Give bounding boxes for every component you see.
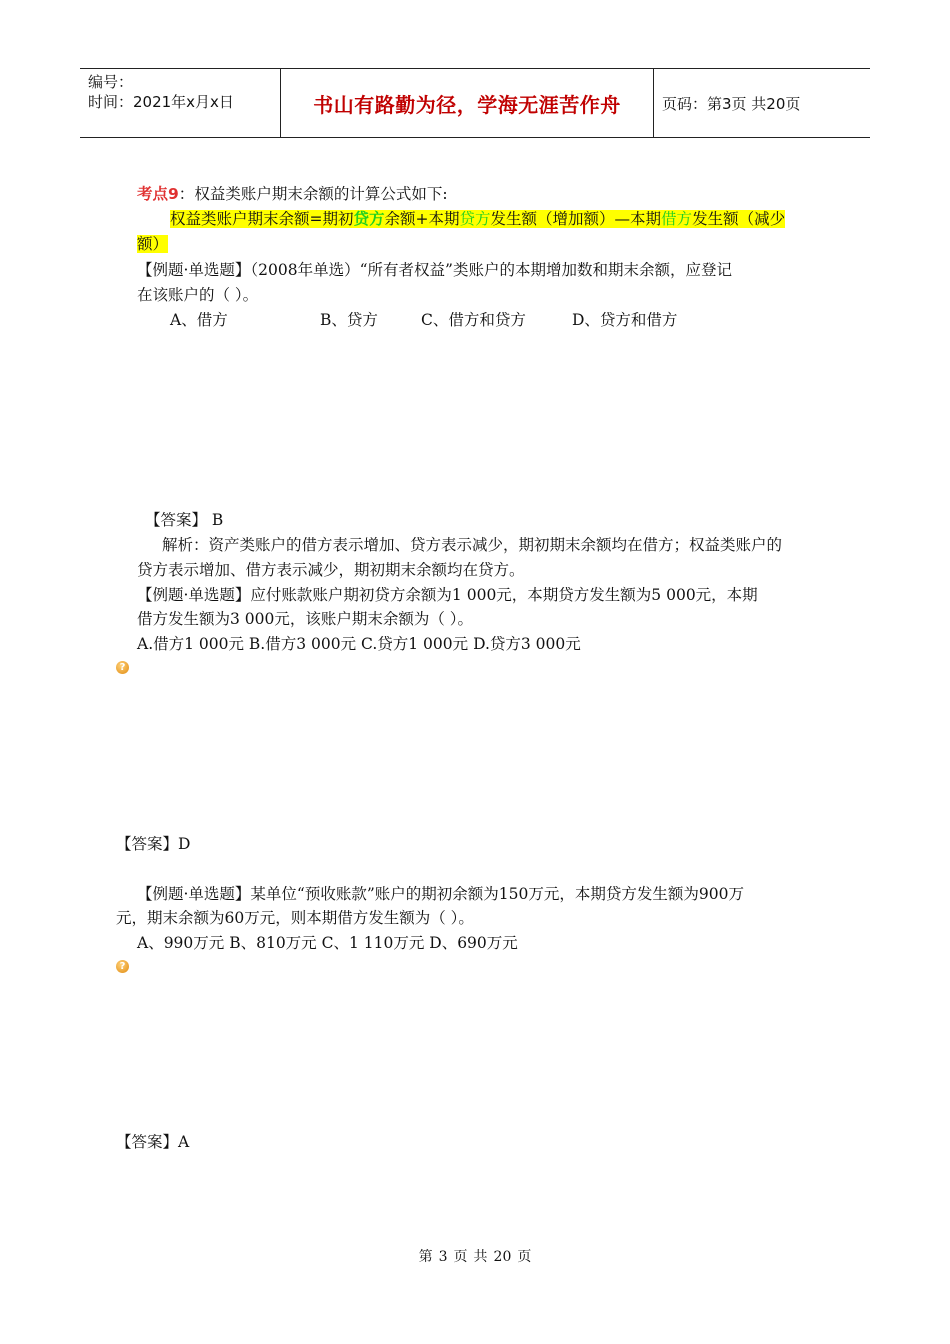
formula-credit-2: 贷方 <box>459 210 491 228</box>
q1-option-a: A、借方 <box>170 311 228 329</box>
q2-answer: 【答案】D <box>116 835 191 853</box>
footer-word: 页 <box>453 1249 468 1265</box>
point9-colon: ： <box>178 185 195 203</box>
q1-line-1: 【例题·单选题】（2008年单选）“所有者权益”类账户的本期增加数和期末余额，应登记 <box>137 261 732 279</box>
header-meta <box>80 69 281 137</box>
q3-line-1: 【例题·单选题】某单位“预收账款”账户的期初余额为150万元，本期贷方发生额为900万 <box>137 885 744 903</box>
q1-line-2: 在该账户的（ ）。 <box>137 286 259 304</box>
point9-heading <box>137 182 448 206</box>
footer-page-number: 3 <box>438 1249 448 1265</box>
formula-part-2: 余额+本期 <box>384 210 460 228</box>
formula-part-3: 发生额（增加额）—本期 <box>490 210 662 228</box>
help-icon[interactable]: ? <box>116 960 129 973</box>
q2-line-1: 【例题·单选题】应付账款账户期初贷方余额为1 000元，本期贷方发生额为5 000元，本期 <box>137 586 758 604</box>
page-header <box>80 68 870 138</box>
doc-number-label: 编号： <box>88 73 134 91</box>
q3-options: A、990万元 B、810万元 C、1 110万元 D、690万元 <box>137 934 518 952</box>
formula-part-4: 发生额（减少 <box>692 210 786 228</box>
q2-options: A.借方1 000元 B.借方3 000元 C.贷方1 000元 D.贷方3 000元 <box>137 635 581 653</box>
point9-text: 权益类账户期末余额的计算公式如下: <box>194 185 448 203</box>
q1-option-c: C、借方和贷方 <box>421 311 526 329</box>
page-footer <box>0 1246 950 1266</box>
formula-debit: 借方 <box>661 210 693 228</box>
formula-line-2 <box>137 232 168 256</box>
doc-time-label: 时间：2021年x月x日 <box>88 93 234 111</box>
q1-option-d: D、贷方和借方 <box>572 311 678 329</box>
q1-answer: 【答案】 B <box>145 511 224 529</box>
q3-answer: 【答案】A <box>116 1133 190 1151</box>
q2-line-2: 借方发生额为3 000元，该账户期末余额为（ ）。 <box>137 610 474 628</box>
help-icon[interactable]: ? <box>116 661 129 674</box>
formula-credit-1: 贷方 <box>353 209 385 228</box>
header-page-label: 页码：第3页 共20页 <box>662 94 801 113</box>
formula-part-1: 权益类账户期末余额=期初 <box>170 210 354 228</box>
q3-line-2: 元，期末余额为60万元，则本期借方发生额为（ ）。 <box>116 909 474 927</box>
footer-word: 共 <box>473 1249 488 1265</box>
footer-total-pages: 20 <box>493 1249 512 1265</box>
q1-analysis-line-1: 解析：资产类账户的借方表示增加、贷方表示减少，期初期末余额均在借方；权益类账户的 <box>162 536 783 554</box>
q1-option-b: B、贷方 <box>320 311 378 329</box>
formula-line-1 <box>170 207 785 231</box>
footer-word: 第 <box>418 1249 433 1265</box>
formula-line-2-text: 额） <box>137 235 169 253</box>
header-motto: 书山有路勤为径，学海无涯苦作舟 <box>281 69 654 137</box>
q1-analysis-line-2: 贷方表示增加、借方表示减少，期初期末余额均在贷方。 <box>137 561 525 579</box>
point9-label: 考点9 <box>137 185 179 203</box>
footer-word: 页 <box>517 1249 532 1265</box>
